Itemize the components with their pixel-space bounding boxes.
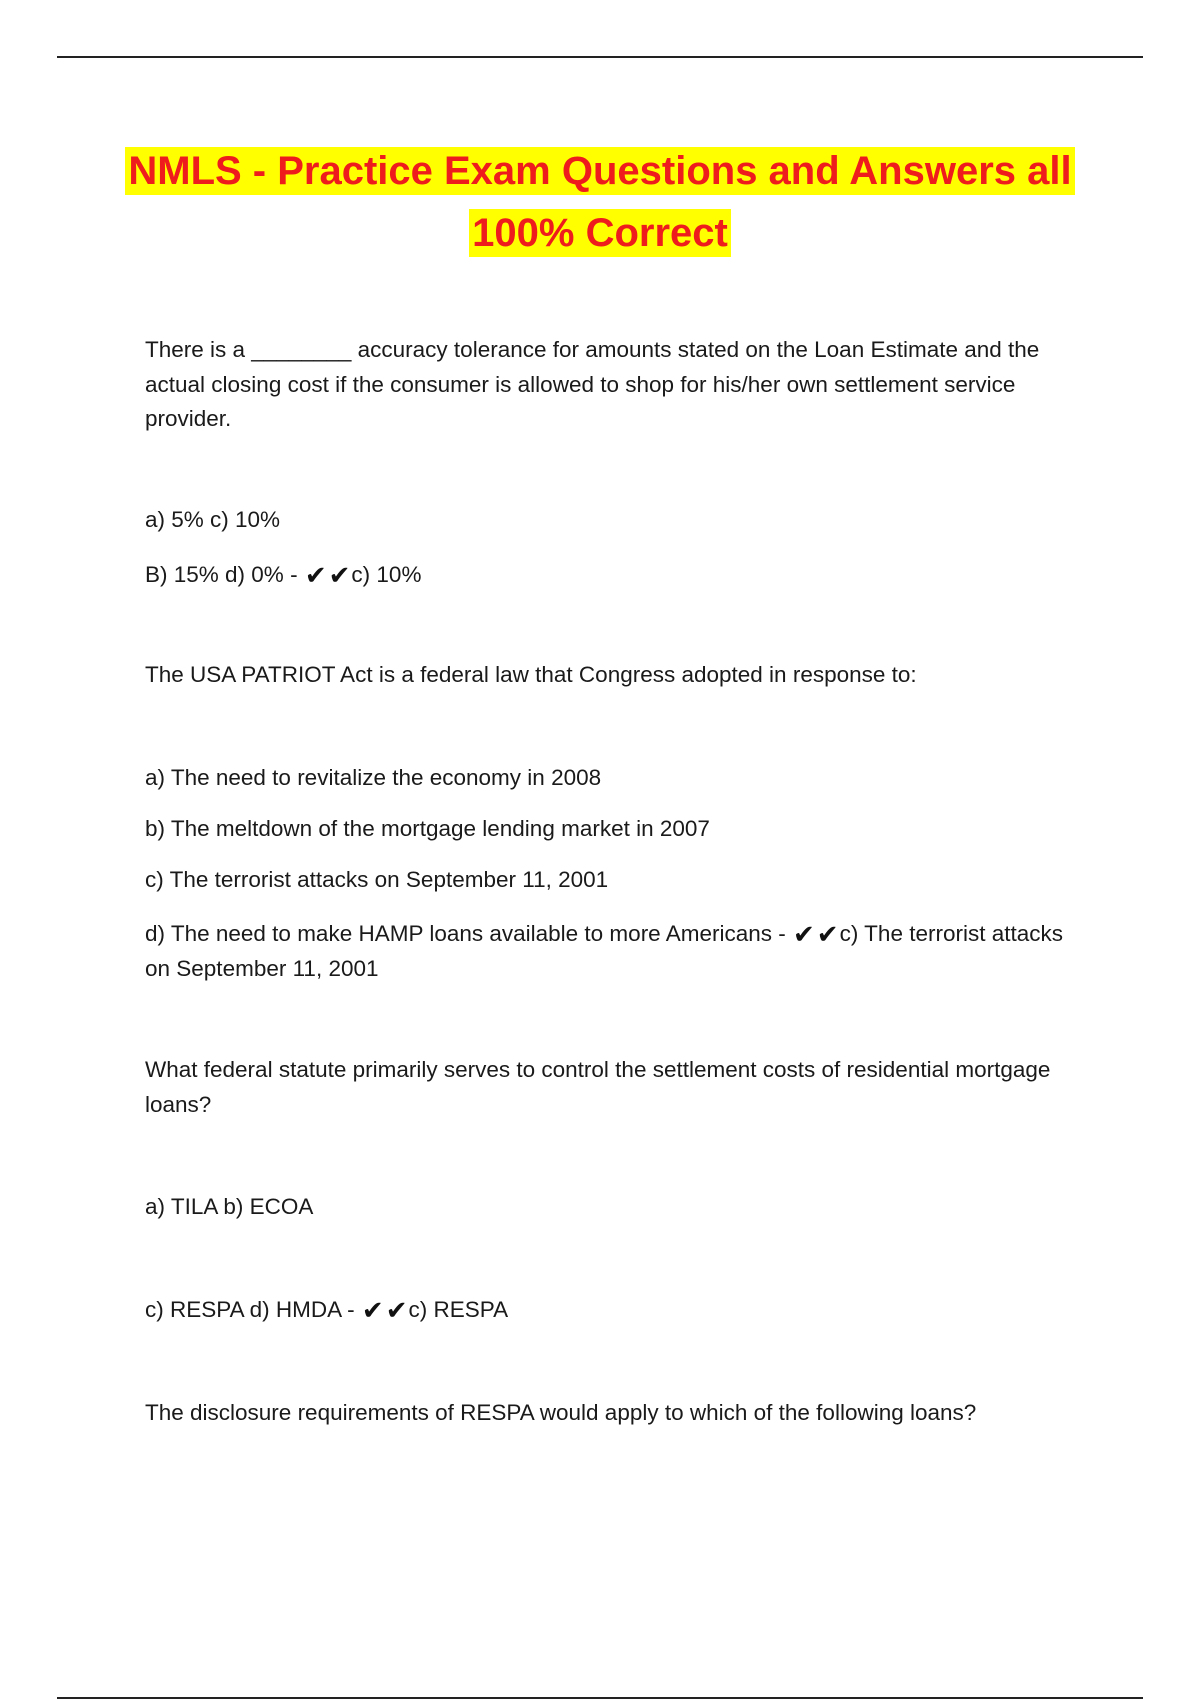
top-rule	[57, 56, 1143, 58]
question-4-prompt: The disclosure requirements of RESPA would apply to which of the following loans?	[145, 1400, 977, 1425]
bottom-rule	[57, 1697, 1143, 1699]
question-3-answer: c) RESPA	[408, 1297, 509, 1322]
question-3-options-line-2	[145, 1293, 1075, 1328]
check-mark-icon: ✔	[793, 920, 815, 950]
check-mark-icon: ✔	[304, 561, 327, 591]
question-2-prompt: The USA PATRIOT Act is a federal law that Congress adopted in response to:	[145, 662, 917, 687]
question-2-option-d	[145, 917, 1075, 986]
question-2-option-a: a) The need to revitalize the economy in 2008	[145, 765, 602, 790]
question-1-prompt: There is a ________ accuracy tolerance for amounts stated on the Loan Estimate and the actual closing cost if the consumer is allowed to shop for his/her own settlement service provider.	[145, 337, 1040, 431]
question-1-answer: c) 10%	[351, 562, 422, 587]
title-line-2: 100% Correct	[469, 209, 731, 257]
check-mark-icon: ✔	[385, 1296, 408, 1326]
question-2-option-d-text: d) The need to make HAMP loans available to more Americans -	[145, 921, 786, 946]
check-mark-icon: ✔	[816, 920, 839, 950]
question-2-answer: c) The terrorist attacks on September 11, 2001	[145, 921, 1063, 981]
question-3-options-line-2-text: c) RESPA d) HMDA -	[145, 1297, 355, 1322]
document-title	[57, 140, 1143, 264]
question-1-options-line-1: a) 5% c) 10%	[145, 507, 281, 532]
question-3-options-line-1: a) TILA b) ECOA	[145, 1194, 314, 1219]
check-mark-icon: ✔	[361, 1296, 384, 1326]
title-line-1: NMLS - Practice Exam Questions and Answers all	[125, 147, 1074, 195]
question-2-option-c: c) The terrorist attacks on September 11, 2001	[145, 867, 609, 892]
question-3-prompt: What federal statute primarily serves to control the settlement costs of residential mortgage loans?	[145, 1057, 1051, 1117]
question-2-option-b: b) The meltdown of the mortgage lending market in 2007	[145, 816, 710, 841]
check-mark-icon: ✔	[328, 561, 351, 591]
question-1-options-line-2	[145, 558, 1075, 593]
question-1-options-line-2-text: B) 15% d) 0% -	[145, 562, 298, 587]
